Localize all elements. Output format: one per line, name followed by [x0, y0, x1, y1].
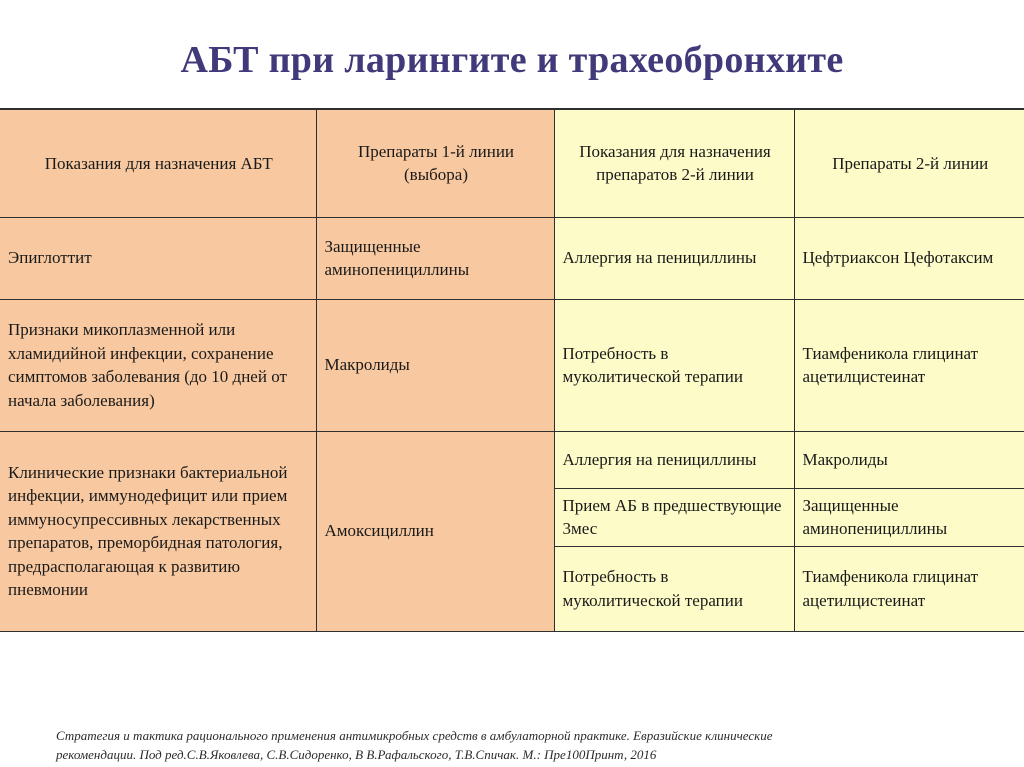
row3b-second-indication: Прием АБ в предшествующие 3мес — [554, 488, 794, 546]
row1-first-line: Защищенные аминопенициллины — [316, 217, 554, 299]
table-row — [0, 217, 1024, 299]
row3-indication: Клинические признаки бактериальной инфекции, иммунодефицит или прием иммуносупрессивных лекарственных препаратов, преморбидная патология, предрасполагающая к развитию пневмонии — [0, 431, 316, 631]
row3c-second-line: Тиамфеникола глицинат ацетилцистеинат — [794, 546, 1024, 631]
citation-line-1: Стратегия и тактика рационального применения антимикробных средств в амбулаторной практике. Евразийские клинические — [56, 728, 773, 743]
header-second-line: Препараты 2-й линии — [794, 109, 1024, 217]
source-citation — [56, 726, 996, 764]
row2-indication: Признаки микоплазменной или хламидийной инфекции, сохранение симптомов заболевания (до 10 дней от начала заболевания) — [0, 299, 316, 431]
header-indications: Показания для назначения АБТ — [0, 109, 316, 217]
row3-first-line: Амоксициллин — [316, 431, 554, 631]
table-row — [0, 431, 1024, 488]
slide-title: АБТ при ларингите и трахеобронхите — [180, 39, 844, 81]
table-row — [0, 299, 1024, 431]
header-first-line: Препараты 1-й линии (выбора) — [316, 109, 554, 217]
row3a-second-indication: Аллергия на пенициллины — [554, 431, 794, 488]
row3b-second-line: Защищенные аминопенициллины — [794, 488, 1024, 546]
antibiotic-therapy-table — [0, 108, 1024, 632]
row1-indication: Эпиглоттит — [0, 217, 316, 299]
row1-second-indication: Аллергия на пенициллины — [554, 217, 794, 299]
row3c-second-indication: Потребность в муколитической терапии — [554, 546, 794, 631]
row3a-second-line: Макролиды — [794, 431, 1024, 488]
row2-second-indication: Потребность в муколитической терапии — [554, 299, 794, 431]
row2-first-line: Макролиды — [316, 299, 554, 431]
header-second-line-indications: Показания для назначения препаратов 2-й линии — [554, 109, 794, 217]
citation-line-2: рекомендации. Под ред.С.В.Яковлева, С.В.Сидоренко, В В.Рафальского, Т.В.Спичак. М.: Пре100Принт, 2016 — [56, 747, 657, 762]
row1-second-line: Цефтриаксон Цефотаксим — [794, 217, 1024, 299]
row2-second-line: Тиамфеникола глицинат ацетилцистеинат — [794, 299, 1024, 431]
table-header-row — [0, 109, 1024, 217]
